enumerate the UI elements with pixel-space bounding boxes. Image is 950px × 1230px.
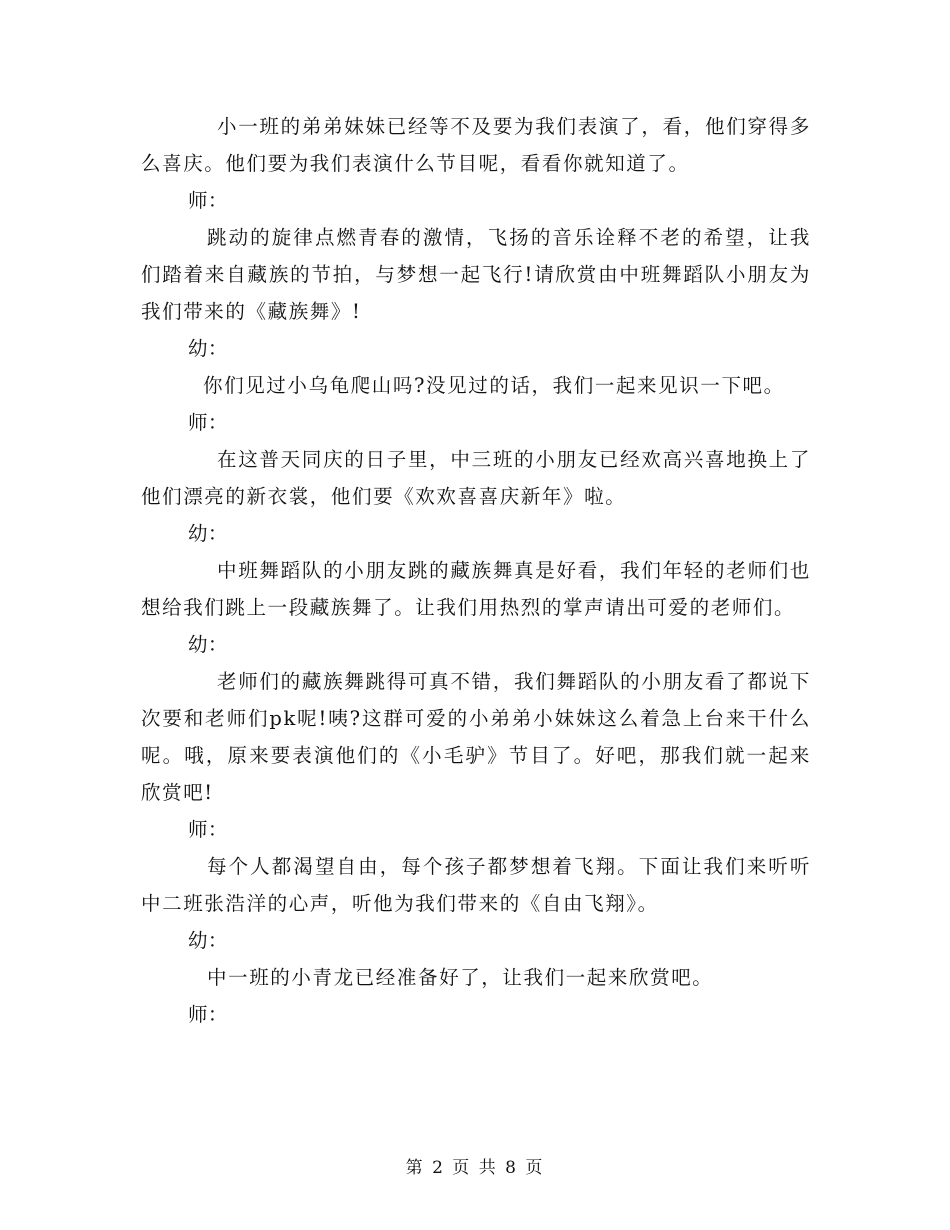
paragraph-4: 在这普天同庆的日子里，中三班的小朋友已经欢高兴喜地换上了他们漂亮的新衣裳，他们要《欢欢喜喜庆新年》啦。 (141, 448, 811, 508)
speaker-label: 师： (188, 1003, 228, 1026)
speaker-label: 幼： (188, 522, 228, 545)
speaker-label: 师： (188, 189, 228, 212)
paragraph-7: 每个人都渴望自由，每个孩子都梦想着飞翔。下面让我们来听听中二班张浩洋的心声，听他为我们带来的《自由飞翔》。 (141, 855, 811, 915)
paragraph-8: 中一班的小青龙已经准备好了，让我们一起来欣赏吧。 (207, 966, 714, 989)
paragraph-6: 老师们的藏族舞跳得可真不错，我们舞蹈队的小朋友看了都说下次要和老师们pk呢!咦?这群可爱的小弟弟小妹妹这么着急上台来干什么呢。哦，原来要表演他们的《小毛驴》节目了。好吧，那我们就一起来欣赏吧! (141, 670, 811, 804)
document-body (141, 108, 811, 1033)
speaker-label: 幼： (188, 633, 228, 656)
paragraph-5: 中班舞蹈队的小朋友跳的藏族舞真是好看，我们年轻的老师们也想给我们跳上一段藏族舞了。让我们用热烈的掌声请出可爱的老师们。 (141, 559, 811, 619)
paragraph-2: 跳动的旋律点燃青春的激情，飞扬的音乐诠释不老的希望，让我们踏着来自藏族的节拍，与梦想一起飞行!请欣赏由中班舞蹈队小朋友为我们带来的《藏族舞》! (141, 226, 811, 323)
page-number-footer: 第 2 页 共 8 页 (405, 1158, 545, 1178)
paragraph-3: 你们见过小乌龟爬山吗?没见过的话，我们一起来见识一下吧。 (203, 374, 785, 397)
speaker-label: 幼： (188, 929, 228, 952)
speaker-label: 师： (188, 818, 228, 841)
speaker-label: 幼： (188, 337, 228, 360)
speaker-label: 师： (188, 411, 228, 434)
paragraph-1: 小一班的弟弟妹妹已经等不及要为我们表演了，看，他们穿得多么喜庆。他们要为我们表演什么节目呢，看看你就知道了。 (141, 115, 811, 175)
